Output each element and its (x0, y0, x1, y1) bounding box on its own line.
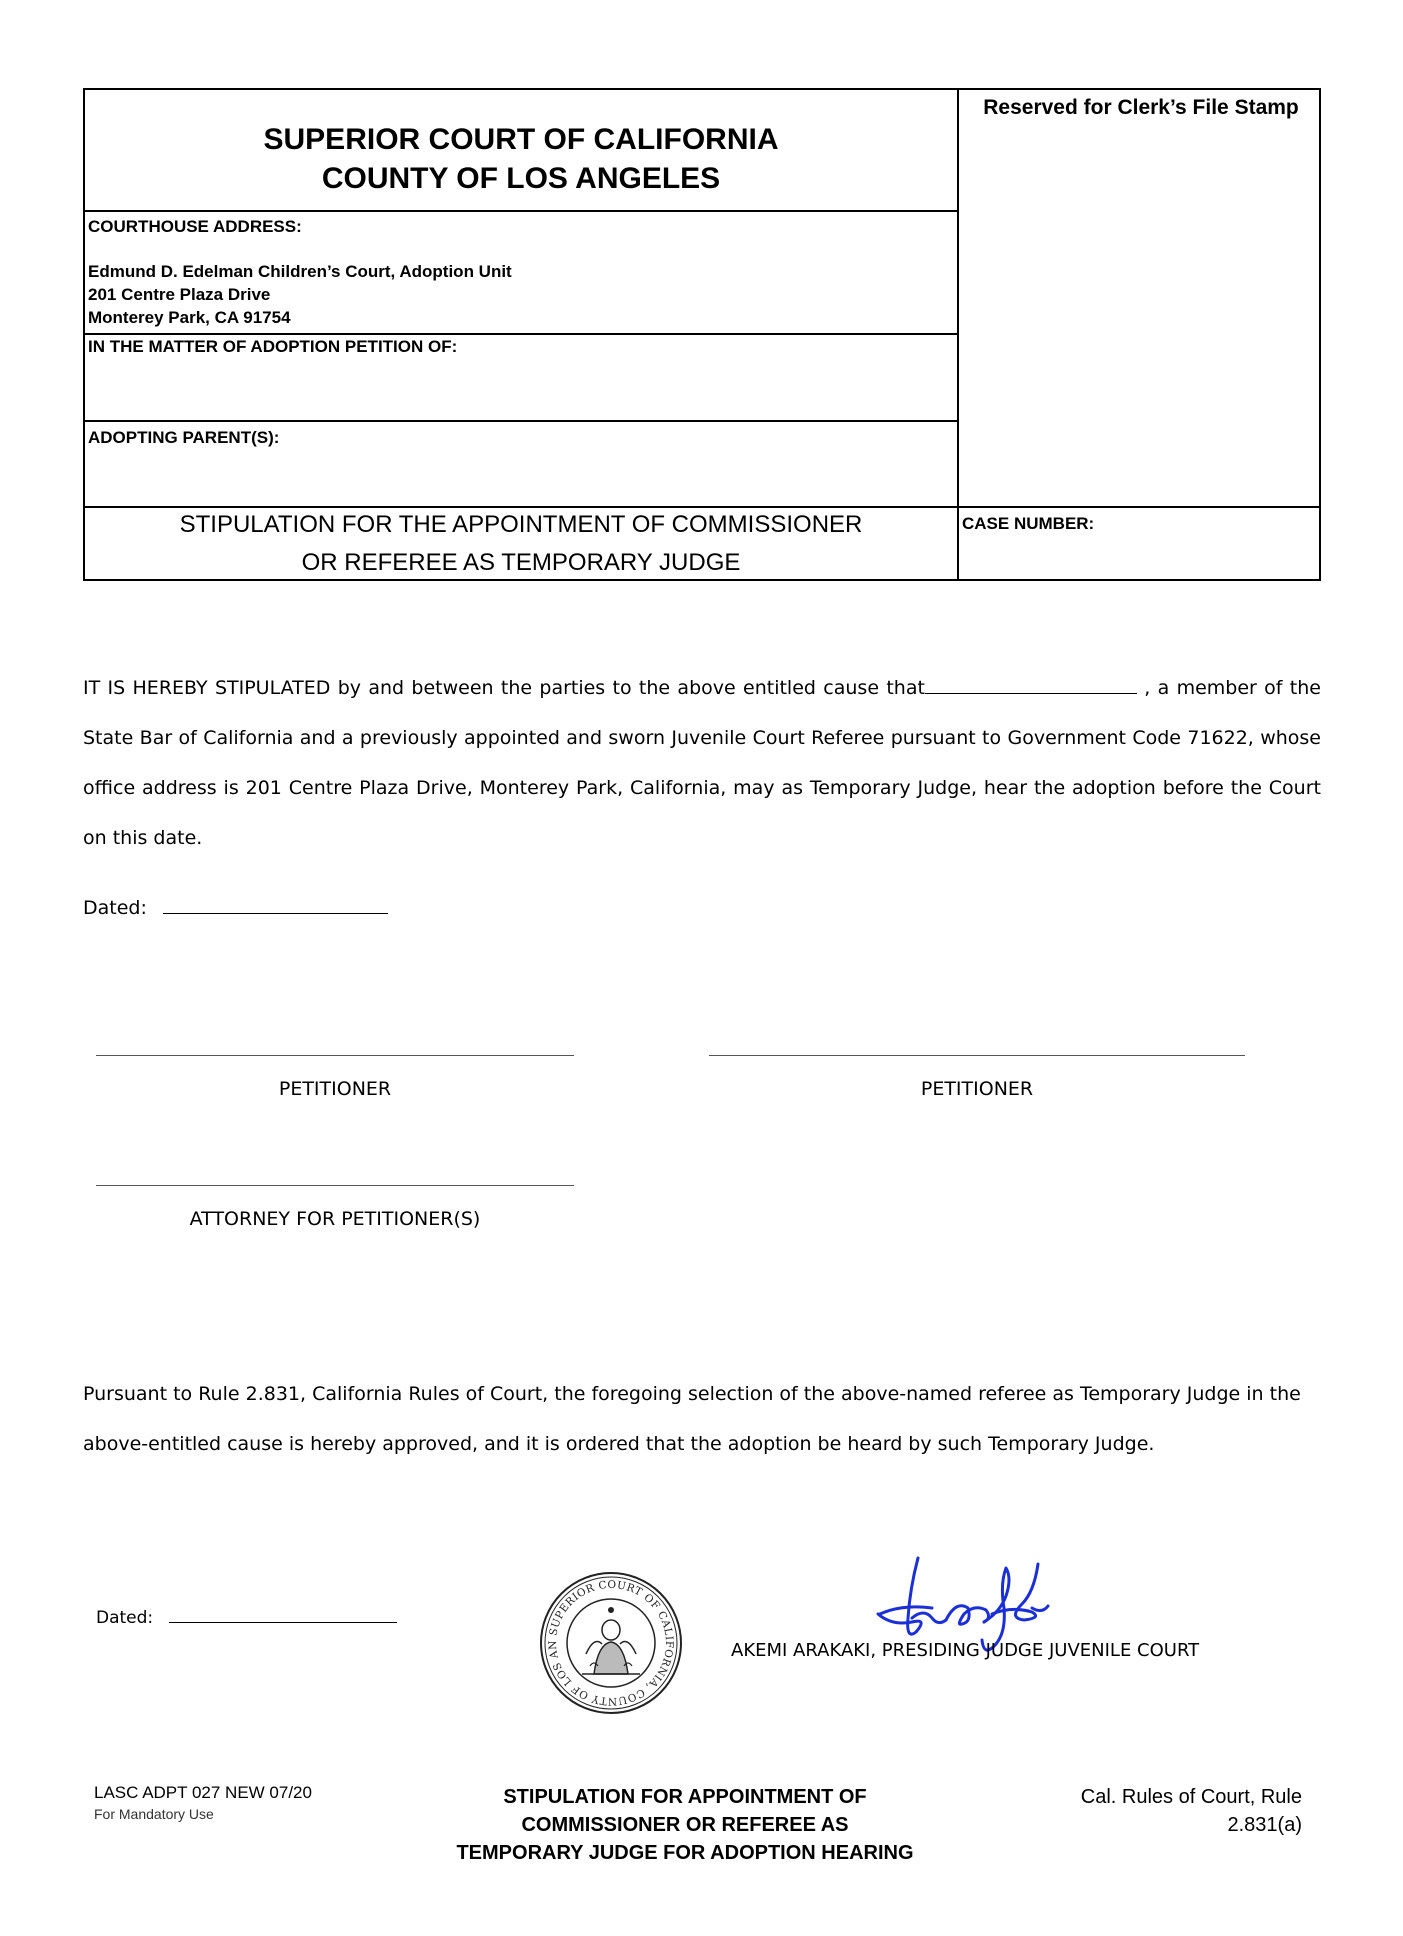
adopting-parents-label: ADOPTING PARENT(S): (88, 428, 280, 447)
caption-box (83, 88, 1321, 581)
order-dated-row (96, 1604, 397, 1628)
form-title (85, 506, 957, 582)
mandatory-use-label: For Mandatory Use (94, 1806, 214, 1822)
divider (85, 210, 957, 212)
court-seal (538, 1570, 684, 1716)
address-line: Edmund D. Edelman Children’s Court, Adoption Unit (88, 262, 512, 281)
address-line: Monterey Park, CA 91754 (88, 308, 291, 327)
stipulation-text-start: IT IS HEREBY STIPULATED by and between the parties to the above entitled cause that (83, 677, 925, 699)
petitioner-signature-line[interactable] (709, 1055, 1245, 1056)
stipulation-text-end: , a member of the State Bar of California and a previously appointed and sworn Juvenile Court Referee pursuant to Government Code 71622, whose office address is 201 Centre Plaza Drive, Monterey Park, California, may as Temporary Judge, hear the adoption before the Court on this date. (83, 677, 1321, 849)
attorney-signature-line[interactable] (96, 1185, 574, 1186)
seal-text: SUPERIOR COURT OF CALIFORNIA, COUNTY OF LOS AN (546, 1578, 676, 1708)
form-title-line1: STIPULATION FOR THE APPOINTMENT OF COMMISSIONER (179, 511, 863, 538)
footer-title-line: COMMISSIONER OR REFEREE AS (521, 1814, 849, 1836)
rule-reference-line: Cal. Rules of Court, Rule (1080, 1786, 1302, 1808)
clerk-stamp-label: Reserved for Clerk’s File Stamp (983, 96, 1299, 119)
court-name-line1: SUPERIOR COURT OF CALIFORNIA (263, 123, 779, 156)
dated-label: Dated: (83, 897, 147, 919)
presiding-judge-name: AKEMI ARAKAKI, PRESIDING JUDGE JUVENILE COURT (731, 1640, 1200, 1661)
court-name-line2: COUNTY OF LOS ANGELES (321, 162, 721, 195)
attorney-label: ATTORNEY FOR PETITIONER(S) (189, 1208, 481, 1230)
court-seal-icon (538, 1570, 684, 1716)
petitioner-label: PETITIONER (278, 1078, 392, 1100)
court-name (85, 120, 957, 198)
address-line: 201 Centre Plaza Drive (88, 285, 271, 304)
divider (85, 420, 957, 422)
divider (85, 333, 957, 335)
referee-name-blank[interactable] (925, 675, 1137, 694)
footer-title (400, 1783, 970, 1867)
form-title-line2: OR REFEREE AS TEMPORARY JUDGE (301, 549, 741, 576)
rule-reference-line: 2.831(a) (1227, 1814, 1302, 1836)
order-dated-blank[interactable] (169, 1604, 397, 1623)
courthouse-address (88, 260, 512, 329)
petitioner-label: PETITIONER (920, 1078, 1034, 1100)
case-number-label: CASE NUMBER: (962, 514, 1095, 533)
footer-title-line: TEMPORARY JUDGE FOR ADOPTION HEARING (456, 1842, 914, 1864)
order-paragraph: Pursuant to Rule 2.831, California Rules of Court, the foregoing selection of the above-named referee as Temporary Judge in the above-entitled cause is hereby approved, and it is ordered that the adoption be heard by such Temporary Judge. (83, 1383, 1301, 1455)
petitioner-signature-line[interactable] (96, 1055, 574, 1056)
footer-title-line: STIPULATION FOR APPOINTMENT OF (503, 1786, 867, 1808)
courthouse-address-label: COURTHOUSE ADDRESS: (88, 217, 302, 236)
stipulation-paragraph (83, 663, 1321, 863)
rule-reference (1040, 1783, 1302, 1839)
dated-blank[interactable] (163, 895, 388, 914)
form-id: LASC ADPT 027 NEW 07/20 (94, 1783, 312, 1802)
dated-row (83, 895, 388, 919)
dated-label: Dated: (96, 1608, 154, 1628)
matter-label: IN THE MATTER OF ADOPTION PETITION OF: (88, 337, 458, 356)
